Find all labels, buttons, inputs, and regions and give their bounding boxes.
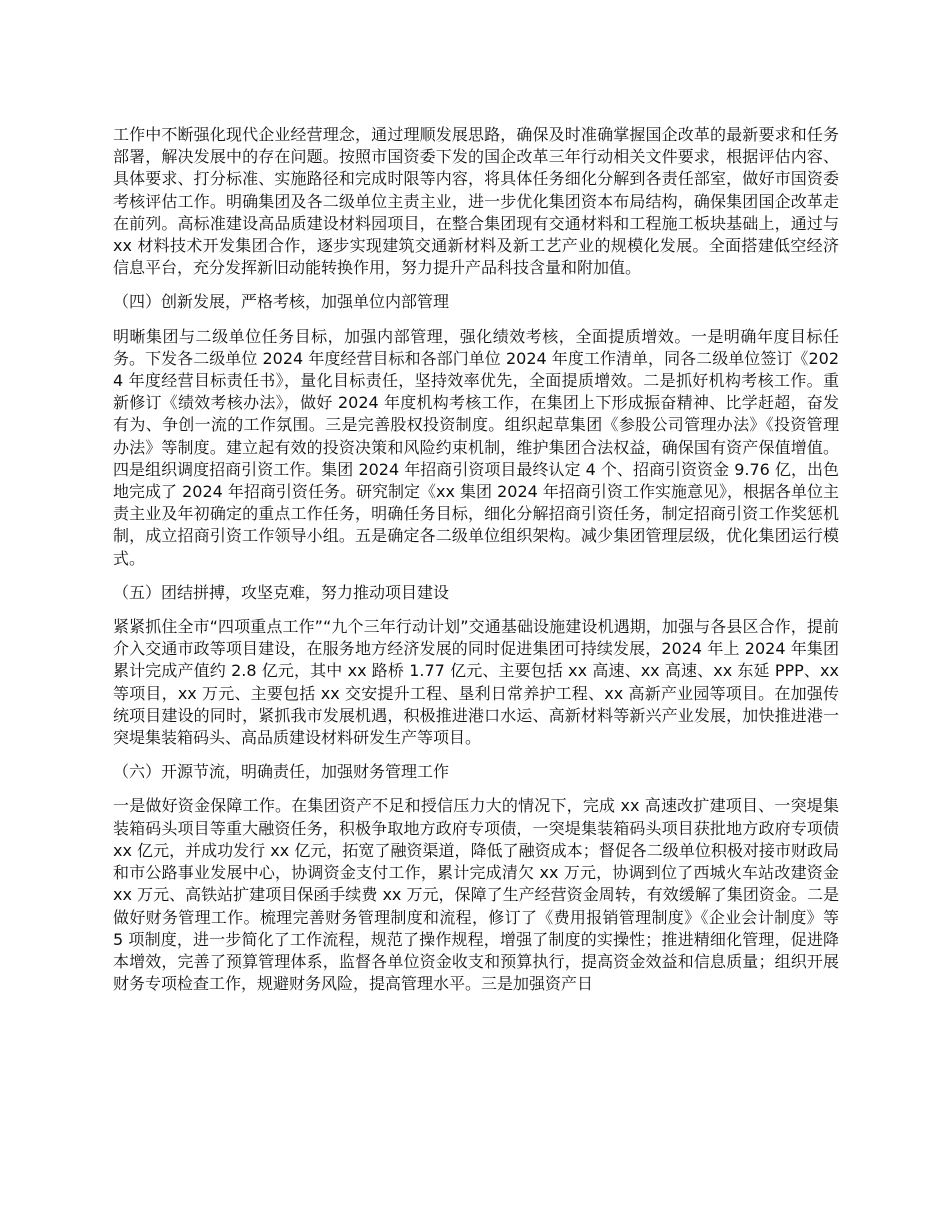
paragraph-reform: 工作中不断强化现代企业经营理念，通过理顺发展思路，确保及时准确掌握国企改革的最新要求和任务部署，解决发展中的存在问题。按照市国资委下发的国企改革三年行动相关文件要求，根据评估内容、具体要求、打分标准、实施路径和完成时限等内容，将具体任务细化分解到各责任部室，做好市国资委考核评估工作。明确集团及各二级单位主责主业，进一步优化集团资本布局结构，确保集团国企改革走在前列。高标准建设高品质建设材料园项目，在整合集团现有交通材料和工程施工板块基础上，通过与 xx 材料技术开发集团合作，逐步实现建筑交通新材料及新工艺产业的规模化发展。全面搭建低空经济信息平台，充分发挥新旧动能转换作用，努力提升产品科技含量和附加值。 [113, 125, 839, 278]
paragraph-management: 明晰集团与二级单位任务目标，加强内部管理，强化绩效考核，全面提质增效。一是明确年度目标任务。下发各二级单位 2024 年度经营目标和各部门单位 2024 年度工作清单，同各二级单位签订《2024 年度经营目标责任书》，量化目标责任，坚持效率优先，全面提质增效。二是抓好机构考核工作。重新修订《绩效考核办法》，做好 2024 年度机构考核工作，在集团上下形成振奋精神、比学赶超，奋发有为、争创一流的工作氛围。三是完善股权投资制度。组织起草集团《参股公司管理办法》《投资管理办法》等制度。建立起有效的投资决策和风险约束机制，维护集团合法权益，确保国有资产保值增值。四是组织调度招商引资工作。集团 2024 年招商引资项目最终认定 4 个、招商引资资金 9.76 亿，出色地完成了 2024 年招商引资任务。研究制定《xx 集团 2024 年招商引资工作实施意见》，根据各单位主责主业及年初确定的重点工作任务，明确任务目标，细化分解招商引资任务，制定招商引资工作奖惩机制，成立招商引资工作领导小组。五是确定各二级单位组织架构。减少集团管理层级，优化集团运行模式。 [113, 326, 839, 568]
section-heading-4: （四）创新发展，严格考核，加强单位内部管理 [113, 292, 450, 312]
section-heading-6: （六）开源节流，明确责任，加强财务管理工作 [113, 762, 450, 782]
paragraph-projects: 紧紧抓住全市“四项重点工作”“九个三年行动计划”交通基础设施建设机遇期，加强与各县区合作，提前介入交通市政等项目建设，在服务地方经济发展的同时促进集团可持续发展，2024 年上 2024 年集团累计完成产值约 2.8 亿元，其中 xx 路桥 1.77 亿元、主要包括 xx 高速、xx 高速、xx 东延 PPP、xx 等项目，xx 万元、主要包括 xx 交安提升工程、垦利日常养护工程、xx 高新产业园等项目。在加强传统项目建设的同时，紧抓我市发展机遇，积极推进港口水运、高新材料等新兴产业发展，加快推进港一突堤集装箱码头、高品质建设材料研发生产等项目。 [113, 617, 839, 748]
paragraph-finance: 一是做好资金保障工作。在集团资产不足和授信压力大的情况下，完成 xx 高速改扩建项目、一突堤集装箱码头项目等重大融资任务，积极争取地方政府专项债，一突堤集装箱码头项目获批地方政府专项债 xx 亿元，并成功发行 xx 亿元，拓宽了融资渠道，降低了融资成本；督促各二级单位积极对接市财政局和市公路事业发展中心，协调资金支付工作，累计完成清欠 xx 万元，协调到位了西城火车站改建资金 xx 万元、高铁站扩建项目保函手续费 xx 万元，保障了生产经营资金周转，有效缓解了集团资金。二是做好财务管理工作。梳理完善财务管理制度和流程，修订了《费用报销管理制度》《企业会计制度》等 5 项制度，进一步简化了工作流程，规范了操作规程，增强了制度的实操性；推进精细化管理，促进降本增效，完善了预算管理体系，监督各单位资金收支和预算执行，提高资金效益和信息质量；组织开展财务专项检查工作，规避财务风险，提高管理水平。三是加强资产日 [113, 796, 839, 994]
document-page [113, 124, 839, 1007]
section-heading-5: （五）团结拼搏，攻坚克难，努力推动项目建设 [113, 582, 450, 602]
